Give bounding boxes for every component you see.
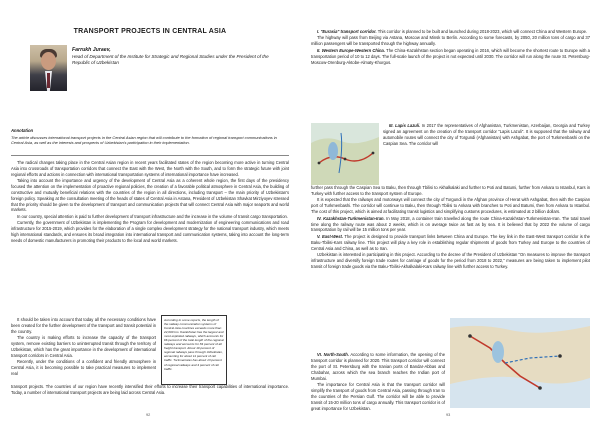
paragraph: The importance for Central Asia is that the transport corridor will simplify the transport of goods from Central Asia, passing through Iran to the countries of the Persian Gulf. The corridor will be able to provide transit of 15-20 million tons of cargo annually. This transport corridor is of great importance for Uzbekistan.: [311, 382, 445, 411]
paragraph: Currently, the government of Uzbekistan is implementing the Program for development and modernization of engineering communications and road infrastructure for 2015-2019, which provides for the elaboration of a single complex development strategy for the national transport industry, which meets high international standards, and ensures its broad integration into international transport and communication systems, taking into account the long-term needs of domestic manufacturers in promoting their products to the local and world markets.: [11, 220, 289, 243]
paragraph: further pass through the Caspian Sea to Baku, then through Tbilisi to Akhalkalaki and further to Poti and Batumi, further from Ankara to Istanbul, Kars in Turkey with further access to the transport system of Europe.: [311, 185, 590, 196]
map-illustration: [450, 318, 590, 408]
annotation-text: The article discusses international transport projects in the Central Asian region that will contribute to the formation of regional transport communications in Central Asia, as well as the interests and prospects of Uzbekistan's participation in their implementation.: [11, 135, 277, 145]
author-name: Farrukh Juraev,: [72, 47, 111, 53]
divider: [11, 155, 289, 156]
corridor-list-bottom: [311, 185, 590, 270]
paragraph: It should be taken into account that today all the necessary conditions have been created for the further development of the transport and transit potential in the country.: [11, 317, 156, 334]
paragraph: Recently, under the conditions of a confident and friendly atmosphere in Central Asia, it is becoming possible to take practical measures to implement real: [11, 359, 156, 376]
body-text-bottom: [11, 384, 289, 396]
page-number: 92: [146, 413, 151, 417]
list-item: VI. North-South. According to some information, the opening of the transport corridor is planned for 2020. This transport corridor will connect the port of St. Petersburg with the Iranian ports of Bandar-Abbas and Chabahar, across which the sea branch reaches the Indian port of Mumbai.: [311, 352, 445, 381]
north-south-text: [311, 352, 445, 412]
corridor-list-top: [311, 29, 590, 66]
paragraph: The country is making efforts to increase the capacity of the transport system, remove existing barriers to uninterrupted transit through the territory of Uzbekistan, which has the great importance in the development of international transport corridors in Central Asia.: [11, 335, 156, 358]
body-text-top: [11, 160, 289, 244]
list-item: I. "Eurasia" transport corridor. This corridor is planned to be built and launched during 2018-2023, which will connect China and Western Europe.: [317, 29, 588, 34]
list-item: III. Lapis Lazuli. In 2017 the representatives of Afghanistan, Turkmenistan, Azerbaijan, Georgia and Turkey signed an agreement on the creation of the transport corridor "Lapis Lazuli". It is supposed that the railway and automobile routes will connect the city of Torgundi (Afghanistan) with Ashgabat, the port of Turkmenbashi on the Caspian Sea. The corridor will: [383, 123, 590, 146]
author-photo: [30, 45, 67, 91]
lapis-lazuli-text: [383, 123, 590, 147]
page-number: 93: [446, 413, 451, 417]
list-item: IV. Kazakhstan-Turkmenistan-Iran. In May 2018, a container train travelled along the route China-Kazakhstan-Turkmenistan-Iran. The total travel time along the railway route was about 2 weeks, which is on average twice as fast as by sea. It is believed that by 2022 the volume of cargo transportation by rail will be 15 million tons per year.: [311, 215, 590, 233]
north-south-map-image: [450, 318, 590, 408]
map-illustration: [311, 123, 379, 185]
article-title: TRANSPORT PROJECTS IN CENTRAL ASIA: [73, 28, 227, 35]
list-item: V. East-West. The project is designed to provide transport links between China and Europe. The key link in the East-West transport corridor is the Baku-Tbilisi-Kars railway line. This project will play a key role in establishing regular shipments of goods from Turkey and Europe to the countries of Central Asia and China, as well as to Iran.: [311, 233, 590, 251]
paragraph: The radical changes taking place in the Central Asian region in recent years facilitated states of the region becoming more active in turning Central Asia into crossroads of transportation corridors that connect the East with the West, the North with the South, and to form the strategic future with joint regional efforts and actions in connection with international transportation systems of international importance have increased.: [11, 160, 289, 177]
right-page: [300, 0, 600, 424]
list-item: The highway will pass from Beijing via Astana, Moscow and Minsk to Berlin. According to some forecasts, by 2050, 20 million tons of cargo and 37 million passengers will be transported through the highway annually.: [311, 35, 590, 47]
railway-facts-box: According to some reports, the length of the railway communication systems of Central Asia countries exceeds more than 22,000 km. Kazakhstan has the largest and most exploited railways, which accounts for 66 percent of the total length of the regional railways and accounts for 84 percent of all freight transport. About 19 percent of regional railways pass through Uzbekistan, accounting for about 11 percent of rail traffic. Turkmenistan has about 13 percent of regional railways and 4 percent of rail traffic.: [161, 315, 227, 385]
paragraph: Taking into account the importance and urgency of the development of Central Asia as a coherent whole region, the first days of the presidency focused the attention on the implementation of proactive regional policies, the creation of a favorable political atmosphere in Central Asia, the building of constructive and mutually beneficial relations with the countries of the region in all directions, including transport – the main priority of Uzbekistan's foreign policy. Speaking at the consultation meeting of the heads of states of Central Asia in Astana, President of Uzbekistan Shavkat Mirziyoyev stressed that the priority should be given to the development of transport and communication projects that will connect Central Asia with major seaports and world markets.: [11, 178, 289, 213]
corridor-map-image: [311, 123, 379, 185]
paragraph: In our country, special attention is paid to further development of transport infrastructure and the increase in the volume of transit cargo transportation.: [17, 213, 288, 219]
paragraph: It is expected that the railways and motorways will connect the city of Torgundi in the Afghan province of Herat with Ashgabat, then with the Caspian port of Turkmenbashi. The corridor will continue to Baku, then through Tbilisi to Ankara with branches to Poti and Batumi, then from Ankara to Istanbul. The cost of this project, which is aimed at facilitating transit logistics and simplifying customs procedures, is estimated at 2 billion dollars.: [311, 197, 590, 215]
paragraph: transport projects. The countries of our region have recently intensified their efforts to increase their transport capabilities of international importance. Today, a number of international transport projects are being laid across Central Asia.: [11, 384, 289, 395]
annotation-label: Annotation: [11, 128, 34, 133]
author-affiliation: Head of Department of the Institute for Strategic and Regional Studies under the President of the Republic of Uzbekistan: [72, 54, 269, 66]
paragraph: Uzbekistan is interested in participating in this project. According to the decree of the President of Uzbekistan "On measures to improve the transport infrastructure and diversify foreign trade routes for carriage of goods for the period from 2018 to 2022," measures are being taken to implement pilot transit of foreign trade goods via the Baku-Tbilisi-Akhalkalaki-Kars railway line with further access to Turkey.: [311, 252, 590, 269]
list-item: II. Western Europe-Western China. The China-Kazakhstan section began operating in 2016, which will become the shortest route to Europe with a transportation period of 10 to 12 days. The full-scale launch of the project is not expected until 2030. The corridor will run along the route St. Petersburg-Moscow-Orenburg-Aktobe-Almaty-Khorgos.: [311, 47, 590, 65]
author-block: [72, 47, 282, 67]
body-text-narrow: [11, 317, 156, 377]
